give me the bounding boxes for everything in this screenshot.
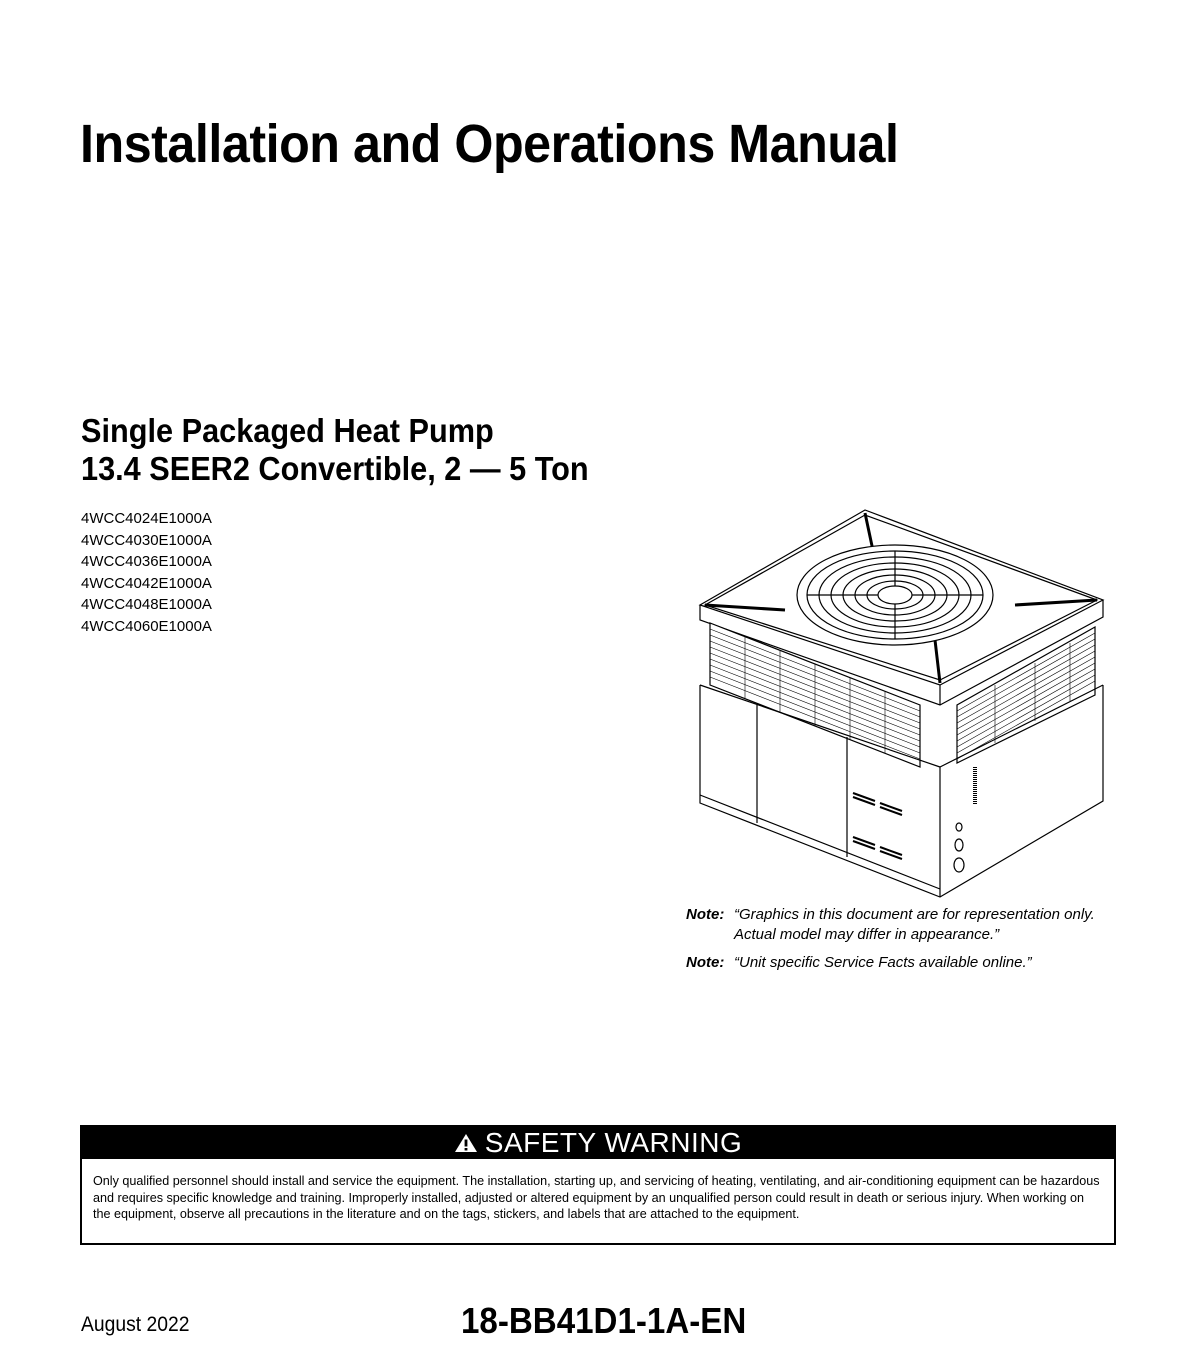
note-graphics — [686, 905, 1114, 945]
document-title: Installation and Operations Manual — [80, 114, 899, 174]
model-number: 4WCC4042E1000A — [81, 574, 212, 592]
safety-warning-heading: SAFETY WARNING — [484, 1127, 743, 1158]
model-number: 4WCC4036E1000A — [81, 553, 212, 571]
note-text: “Unit specific Service Facts available online.” — [734, 954, 1032, 971]
note-service-facts — [686, 953, 1114, 973]
warning-triangle-icon — [454, 1133, 478, 1153]
publication-date: August 2022 — [81, 1313, 190, 1336]
model-number: 4WCC4048E1000A — [81, 596, 212, 614]
safety-warning-text: Only qualified personnel should install and service the equipment. The installation, starting up, and servicing of heating, ventilating, and air-conditioning equipment can be hazardous and requires specific knowledge and training. Improperly installed, adjusted or altered equipment by an unqualified person could result in death or serious injury. When working on the equipment, observe all precautions in the literature and on the tags, stickers, and labels that are attached to the equipment. — [93, 1174, 1100, 1221]
note-label: Note: — [686, 954, 725, 971]
subtitle-line-2: 13.4 SEER2 Convertible, 2 — 5 Ton — [81, 450, 589, 487]
safety-warning-header — [82, 1127, 1114, 1159]
safety-warning-box — [80, 1125, 1116, 1245]
note-label: Note: — [686, 906, 725, 923]
note-text: “Graphics in this document are for representation only. Actual model may differ in appearance.” — [734, 906, 1095, 943]
model-number: 4WCC4030E1000A — [81, 531, 212, 549]
model-number: 4WCC4024E1000A — [81, 510, 212, 527]
model-number: 4WCC4060E1000A — [81, 617, 212, 635]
notes — [686, 905, 1114, 981]
subtitle-line-1: Single Packaged Heat Pump — [81, 412, 494, 449]
model-number-list — [81, 508, 212, 638]
document-number: 18-BB41D1-1A-EN — [461, 1300, 747, 1341]
packaged-heat-pump-unit-illustration — [695, 505, 1107, 903]
product-subtitle — [81, 412, 589, 488]
